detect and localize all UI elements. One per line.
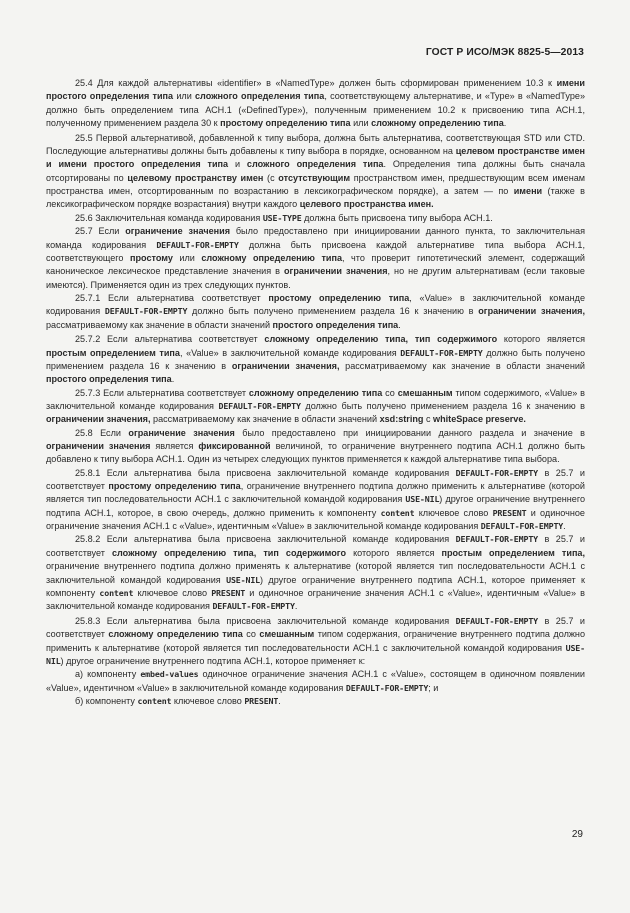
text-run: .: [398, 319, 401, 330]
paragraph-25-5: [46, 132, 585, 212]
text-run: (с: [263, 172, 279, 183]
bold-term: простого определения типа: [272, 319, 399, 330]
text-run: 25.7 Если: [75, 226, 126, 237]
bold-term: простому: [129, 252, 173, 263]
bold-term: whiteSpace preserve.: [433, 414, 526, 425]
text-run: 25.5 Первой альтернативой, добавленной к типу выбора, должна быть альтернатива, соответствующая STD или CTD. Последующие альтернативы должны быть добавлены к типу выбора в порядке, основанном на: [46, 132, 585, 157]
text-run: типом содержания, ограничение внутреннего подтипа должно применить к альтернативе (которой является тип последовательности АСН.1 с заключительной командой кодирования: [46, 629, 585, 653]
text-run: со: [242, 629, 260, 640]
code-keyword: PRESENT: [244, 695, 279, 706]
text-run: , соответствующему альтернативе, и «Type» в «NamedType» должно быть определением типа АСН.1 («DefinedType»), полученным применением 10.2 к присвоению типа АСН.1, полученному применением раздела 30 к: [46, 91, 586, 129]
text-run: 25.7.2 Если альтернатива соответствует: [75, 334, 265, 345]
text-run: было предоставлено при инициировании данного пункта, то заключительная команда кодирования: [46, 226, 585, 250]
text-run: 25.4 Для каждой альтернативы «identifier» в «NamedType» должен быть сформирован применением 10.3 к: [75, 78, 557, 88]
bold-term: xsd:string: [379, 414, 424, 425]
code-keyword: PRESENT: [492, 507, 527, 518]
paragraph-25-8-2: [46, 533, 585, 613]
bold-term: ограничении значения: [284, 266, 388, 277]
text-run: .: [503, 118, 507, 129]
text-run: 25.7.1 Если альтернатива соответствует: [75, 292, 269, 303]
text-run: ключевое слово: [414, 507, 493, 518]
text-run: ключевое слово: [133, 587, 212, 598]
body-text: [46, 77, 585, 708]
code-keyword: DEFAULT-FOR-EMPTY: [345, 682, 429, 693]
code-keyword: content: [380, 507, 415, 518]
bold-term: сложному определению типа, тип содержимого: [264, 334, 498, 345]
bold-term: имени простого определения типа: [46, 78, 585, 102]
text-run: со: [382, 387, 398, 398]
list-item-b: [46, 695, 585, 708]
text-run: в 25.7 и соответствует: [46, 615, 585, 640]
text-run: .: [171, 374, 175, 385]
text-run: должно быть получено применением раздела 16 к значению в: [300, 401, 585, 412]
text-run: (также в лексикографическом порядке возрастания) внутри каждого: [46, 186, 586, 210]
text-run: 25.6 Заключительная команда кодирования: [75, 212, 263, 223]
bold-term: простого определения типа: [46, 374, 172, 385]
text-run: и одиночное ограничение значения АСН.1 с «Value», идентичным «Value» в заключительной команде кодирования: [46, 587, 585, 612]
text-run: 25.8.2 Если альтернатива была присвоена заключительной команде кодирования: [75, 534, 456, 545]
code-keyword: DEFAULT-FOR-EMPTY: [156, 239, 239, 250]
bold-term: отсутствующим: [278, 172, 351, 183]
bold-term: простому определению типа: [220, 118, 351, 129]
code-keyword: USE-NIL: [46, 642, 585, 666]
text-run: ключевое слово: [171, 695, 245, 706]
paragraph-25-4: [46, 77, 585, 130]
text-run: .: [278, 695, 281, 706]
bold-term: сложного определения типа: [246, 159, 384, 170]
bold-term: простому определению типа: [268, 292, 410, 303]
code-keyword: USE-NIL: [226, 574, 261, 585]
bold-term: имени: [513, 186, 543, 197]
code-keyword: content: [137, 695, 172, 706]
text-run: и одиночное ограничение значения АСН.1 с «Value», идентичным «Value» в заключительной команде кодирования: [46, 507, 585, 532]
text-run: 25.7.3 Если альтернатива соответствует: [75, 387, 249, 398]
paragraph-25-8: [46, 427, 585, 467]
text-run: с: [423, 414, 434, 425]
code-keyword: DEFAULT-FOR-EMPTY: [104, 306, 188, 317]
text-run: или: [350, 118, 372, 129]
text-run: которого является: [346, 547, 442, 558]
code-keyword: DEFAULT-FOR-EMPTY: [212, 601, 295, 612]
bold-term: сложному определению типа: [108, 629, 243, 640]
text-run: должна быть присвоена типу выбора АСН.1.: [301, 212, 493, 223]
bold-term: целевом пространстве имен и имени простого определения типа: [46, 146, 585, 170]
code-keyword: DEFAULT-FOR-EMPTY: [400, 347, 483, 358]
text-run: должна быть присвоена каждой альтернативе типа выбора АСН.1, соответствующего: [46, 239, 585, 263]
code-keyword: DEFAULT-FOR-EMPTY: [218, 401, 301, 412]
text-run: должно быть получено применением раздела 16 к значению в: [187, 306, 479, 317]
text-run: ) другое ограничение внутреннего подтипа АСН.1, которое применяет к:: [60, 655, 366, 666]
text-run: ) другое ограничение внутреннего подтипа АСН.1, которое, в свою очередь, должно применить к компоненту: [46, 494, 585, 518]
list-item-a: [46, 668, 585, 695]
bold-term: простым определением типа: [46, 347, 180, 358]
code-keyword: content: [99, 587, 134, 598]
text-run: 25.8 Если: [75, 427, 129, 438]
bold-term: смешанным: [397, 387, 453, 398]
bold-term: смешанным: [259, 629, 315, 640]
bold-term: сложному определению типа, тип содержимого: [111, 547, 346, 558]
text-run: , «Value» в заключительной команде кодирования: [46, 292, 585, 317]
text-run: , но не другим альтернативам (если таковые имеются). Применяется один из трех следующих пунктов.: [46, 266, 585, 290]
text-run: , что проверит гипотетический элемент, содержащий каноническое лексическое представление значения в: [46, 252, 585, 277]
text-run: б) компоненту: [75, 695, 138, 706]
bold-term: ограничение значения: [125, 226, 230, 237]
code-keyword: DEFAULT-FOR-EMPTY: [455, 534, 539, 545]
code-keyword: embed-values: [140, 669, 199, 680]
text-run: является: [150, 441, 199, 452]
code-keyword: PRESENT: [211, 587, 246, 598]
bold-term: фиксированной: [198, 441, 271, 452]
bold-term: целевому пространству имен: [127, 172, 264, 183]
text-run: величиной, то ограничение внутреннего подтипа АСН.1 должно быть добавлено к типу выбора АСН.1. Один из четырех следующих пунктов применяется к каждой альтернативе типа выбора.: [46, 441, 585, 465]
bold-term: целевого пространства имен.: [299, 199, 434, 210]
code-keyword: DEFAULT-FOR-EMPTY: [480, 521, 564, 532]
text-run: 25.8.3 Если альтернатива была присвоена заключительной команде кодирования: [75, 615, 456, 626]
text-run: , ограничение внутреннего подтипа должно применить к альтернативе (которой является тип последовательности АСН.1 с заключительной командой кодирования: [46, 481, 585, 505]
paragraph-25-7-1: [46, 292, 585, 332]
text-run: должно быть получено применением раздела 16 к значению в: [46, 347, 586, 371]
text-run: одиночное ограничение значения АСН.1 с «Value», состоящем в одиночном появлении «Value», идентичном «Value» в заключительной команде кодирования: [46, 669, 585, 693]
text-run: или: [173, 91, 195, 102]
text-run: .: [563, 521, 566, 532]
text-run: в 25.7 и соответствует: [46, 534, 585, 558]
bold-term: сложному определению типа: [201, 252, 343, 263]
text-run: типом содержимого, «Value» в заключительной команде кодирования: [46, 387, 585, 412]
text-run: или: [172, 252, 202, 263]
text-run: .: [294, 601, 298, 612]
bold-term: сложного определения типа: [195, 91, 325, 102]
bold-term: ограничение значения: [128, 427, 235, 438]
code-keyword: USE-NIL: [405, 494, 440, 505]
standard-header: ГОСТ Р ИСО/МЭК 8825-5—2013: [425, 47, 584, 58]
text-run: , «Value» в заключительной команде кодирования: [179, 347, 401, 358]
bold-term: ограничении значения,: [46, 414, 151, 425]
text-run: ; и: [428, 682, 439, 693]
text-run: рассматриваемому как значение в области значений: [46, 319, 273, 330]
text-run: пространством имен, предшествующим всем именам пространства имен, отсортированным по возрастанию в лексикографическом порядке), а затем — по: [46, 172, 586, 197]
bold-term: простым определением типа,: [441, 547, 585, 558]
bold-term: сложному определению типа: [248, 387, 383, 398]
bold-term: ограничении значения,: [231, 361, 340, 371]
page-number: 29: [571, 829, 583, 840]
text-run: рассматриваемому как значение в области значений: [339, 361, 585, 371]
bold-term: простому определению типа: [108, 481, 241, 492]
code-keyword: USE-TYPE: [262, 212, 302, 223]
paragraph-25-8-1: [46, 467, 585, 534]
bold-term: ограничении значения,: [478, 306, 585, 317]
paragraph-25-7-3: [46, 387, 585, 427]
paragraph-25-6: [46, 212, 585, 225]
paragraph-25-7: [46, 225, 585, 292]
text-run: а) компоненту: [75, 669, 141, 680]
text-run: . Определения типа должны быть сначала отсортированы по: [46, 159, 585, 183]
text-run: 25.8.1 Если альтернатива была присвоена заключительной команде кодирования: [75, 467, 456, 478]
text-run: в 25.7 и соответствует: [46, 467, 585, 492]
text-run: ограничение внутреннего подтипа должно применять к альтернативе (которой является тип последовательности АСН.1 с заключительной командой кодирования: [46, 561, 585, 585]
bold-term: ограничении значения: [46, 441, 151, 452]
paragraph-25-8-3: [46, 615, 585, 668]
text-run: рассматриваемому как значение в области значений: [150, 414, 380, 425]
bold-term: сложному определению типа: [371, 118, 504, 129]
text-run: и: [228, 159, 247, 170]
paragraph-25-7-2: [46, 333, 585, 386]
text-run: которого является: [497, 334, 585, 345]
code-keyword: DEFAULT-FOR-EMPTY: [455, 467, 539, 478]
text-run: было предоставлено при инициировании данного раздела и значение в: [234, 427, 586, 438]
text-run: ) другое ограничение внутреннего подтипа АСН.1, которое применяет к компоненту: [46, 574, 585, 598]
code-keyword: DEFAULT-FOR-EMPTY: [455, 615, 539, 626]
